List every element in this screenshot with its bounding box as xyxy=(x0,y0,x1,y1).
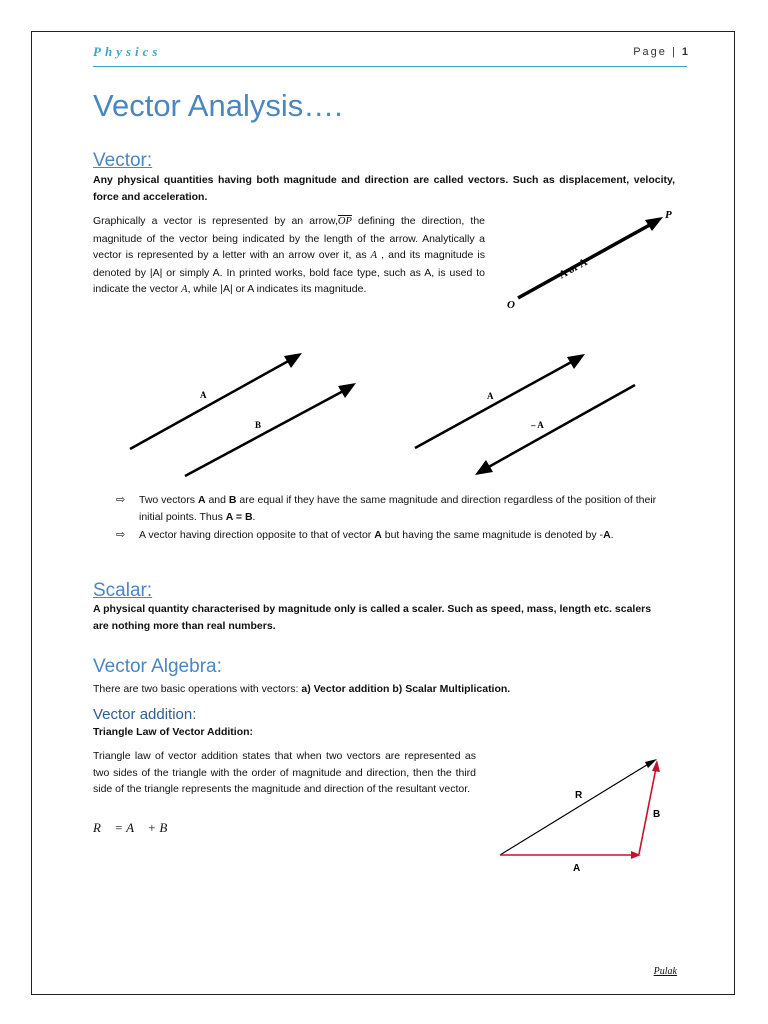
triangle-law-text: Triangle law of vector addition states that when two vectors are represented as two sides of the triangle with the order of magnitude and direction, then the third side of the triangle represents the magnitude and direction of the resultant vector. xyxy=(93,750,476,795)
vector-addition-heading: Vector addition: xyxy=(93,706,197,723)
label-p: P xyxy=(665,209,672,221)
label-a: A xyxy=(200,390,207,400)
vector-b-line xyxy=(185,389,347,476)
vector-definition: Any physical quantities having both magnitude and direction are called vectors. Such as displacement, velocity, force and acceleration. xyxy=(93,174,675,203)
vector-a-arrowhead xyxy=(284,353,302,368)
bullet-arrow-icon: ⇨ xyxy=(116,529,126,541)
bullet-negative-vector: ⇨ A vector having direction opposite to that of vector A but having the same magnitude is denoted by -A. xyxy=(116,527,672,544)
vector-a2-arrowhead xyxy=(567,354,585,369)
vector-r-line xyxy=(500,763,650,855)
resultant-equation: R⃗ = A⃗ + B⃗ xyxy=(93,820,178,835)
triangle-law-heading: Triangle Law of Vector Addition: xyxy=(93,726,254,738)
vector-a-line xyxy=(130,359,292,449)
vector-b-arrowhead xyxy=(338,383,356,398)
op-symbol: $\overline{OP}$ xyxy=(337,216,352,227)
label-a-triangle: A xyxy=(573,863,581,874)
header-page xyxy=(633,46,688,58)
scalar-heading: Scalar: xyxy=(93,580,153,601)
vector-op-line xyxy=(518,222,655,298)
vector-a2-line xyxy=(415,360,575,448)
opposite-vectors-figure xyxy=(405,345,645,485)
vector-op-arrowhead xyxy=(645,217,663,231)
a-vector-symbol: A xyxy=(370,250,378,261)
vector-heading: Vector: xyxy=(93,150,153,171)
label-b: B xyxy=(255,420,262,430)
page-title: Vector Analysis…. xyxy=(93,88,343,123)
triangle-law-figure xyxy=(495,750,675,880)
page-number: 1 xyxy=(681,46,688,58)
header-rule xyxy=(93,66,687,67)
vector-algebra-intro: There are two basic operations with vectors: a) Vector addition b) Scalar Multiplication. xyxy=(93,683,511,695)
label-r: R xyxy=(575,790,583,801)
header-subject: Physics xyxy=(93,44,162,59)
vector-algebra-heading: Vector Algebra: xyxy=(93,656,222,677)
vector-op-figure xyxy=(495,200,685,315)
a-vector-symbol-2: A xyxy=(181,284,188,295)
label-o: O xyxy=(507,299,515,311)
scalar-definition: A physical quantity characterised by magnitude only is called a scaler. Such as speed, mass, length etc. scalers are nothing more than real numbers. xyxy=(93,603,652,632)
page-label: Page | xyxy=(633,46,677,58)
bullet-equal-vectors: ⇨ Two vectors A and B are equal if they have the same magnitude and direction regardless of the position of their initial points. Thus A = B. xyxy=(116,494,657,523)
label-a-or-a: A or A xyxy=(557,256,590,282)
vector-neg-a-arrowhead xyxy=(475,460,493,475)
signature: Pulak xyxy=(653,966,677,977)
label-b-triangle: B xyxy=(653,809,661,820)
bullet-arrow-icon: ⇨ xyxy=(116,494,126,506)
vector-description: Graphically a vector is represented by an $arrow,\overline{OP}$ defining the direction, the magnitude of the vector being indicated by the length of the arrow. Analytically a vector is represented by a letter with an arrow over it, as A , and its magnitude is denoted by |A| or simply A. In printed works, bold face type, such as A, is used to indicate the vector A, while |A| or A indicates its magnitude. xyxy=(93,213,485,299)
equal-vectors-figure xyxy=(120,345,370,485)
label-a2: A xyxy=(487,391,494,401)
label-neg-a: – A xyxy=(531,420,544,430)
